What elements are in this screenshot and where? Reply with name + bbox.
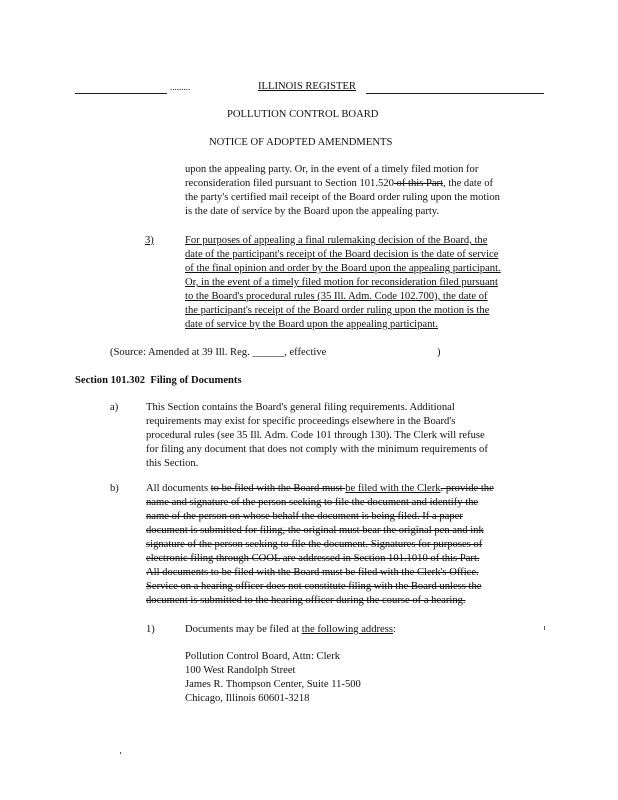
scan-speck [120,752,121,754]
section-number: Section 101.302 [75,375,146,386]
address-line-4: Chicago, Illinois 60601-3218 [185,693,310,704]
sub-b-struck-line-6: All documents to be filed with the Board must be filed with the Clerk's Office. [146,567,479,578]
para-cont-struck: of this Part [393,178,444,189]
sub-b-inserted: be filed with the Clerk [345,483,441,494]
board-title: POLLUTION CONTROL BOARD [227,109,379,120]
item-1-text-a: Documents may be filed at [185,624,302,635]
sub-a-line-3: procedural rules (see 35 Ill. Adm. Code 101 through 130). The Clerk will refuse [146,430,485,441]
sub-b-label: b) [110,483,119,494]
sub-b-struck-line-5: electronic filing through COOL are addressed in Section 101.1010 of this Part. [146,553,480,564]
source-text-b: , effective [284,347,327,358]
item-3-line-3: of the final opinion and order by the Board upon the appealing participant. [185,263,501,274]
sub-b-line-1a: All documents [146,483,211,494]
sub-a-line-2: requirements may exist for specific proceedings elsewhere in the Board's [146,416,456,427]
item-3-line-4: Or, in the event of a timely filed motion for reconsideration filed pursuant [185,277,498,288]
address-line-3: James R. Thompson Center, Suite 11-500 [185,679,361,690]
item-3-line-6: the participant's receipt of the Board order ruling upon the motion is the [185,305,490,316]
para-cont-line-2 [185,178,493,190]
section-title: Filing of Documents [150,375,242,386]
address-line-2: 100 West Randolph Street [185,665,296,676]
source-blank: ______ [252,347,285,358]
source-text-a: (Source: Amended at 39 Ill. Reg. [110,347,253,358]
para-cont-line-2a: reconsideration filed pursuant to Section 101.520 [185,178,394,189]
item-3-line-7: date of service by the Board upon the appealing participant. [185,319,438,330]
sub-b-struck-line-1: name and signature of the person seeking to file the document and identify the [146,497,479,508]
address-line-1: Pollution Control Board, Attn: Clerk [185,651,341,662]
sub-a-label: a) [110,402,119,413]
item-3-line-5: to the Board's procedural rules (35 Ill. Adm. Code 102.700), the date of [185,291,488,302]
sub-a-line-5: this Section. [146,458,199,469]
item-1-text [185,624,396,636]
sub-b-line-1 [146,483,494,495]
para-cont-line-1: upon the appealing party. Or, in the event of a timely filed motion for [185,164,479,175]
notice-title: NOTICE OF ADOPTED AMENDMENTS [209,137,393,148]
source-note [110,347,326,359]
item-1-text-c: : [393,624,396,635]
sub-b-struck-1: to be filed with the Board must [210,483,346,494]
margin-mark [544,626,545,630]
header-left-dash: ......... [170,82,191,92]
sub-b-struck-line-8: document is submitted to the hearing officer during the course of a hearing. [146,595,466,606]
item-3-number: 3) [145,235,154,246]
sub-b-struck-line-2: name of the person on whose behalf the document is being filed. If a paper [146,511,463,522]
source-close-paren: ) [437,347,441,358]
para-cont-line-2c: , the date of [443,178,494,189]
item-3-line-1: For purposes of appealing a final rulemaking decision of the Board, the [185,235,488,246]
item-3-line-2: date of the participant's receipt of the Board decision is the date of service [185,249,499,260]
item-1-number: 1) [146,624,155,635]
sub-b-struck-2: . provide the [440,483,494,494]
sub-a-line-1: This Section contains the Board's general filing requirements. Additional [146,402,455,413]
sub-b-struck-line-4: signature of the person seeking to file the document. Signatures for purposes of [146,539,483,550]
section-heading [75,375,242,387]
header-left-rule [75,93,167,94]
para-cont-line-4: is the date of service by the Board upon the appealing party. [185,206,440,217]
item-1-inserted: the following address [301,624,394,635]
sub-b-struck-line-3: document is submitted for filing, the original must bear the original pen and ink [146,525,484,536]
para-cont-line-3: the party's certified mail receipt of the Board order ruling upon the motion [185,192,500,203]
register-title: ILLINOIS REGISTER [258,81,356,92]
sub-a-line-4: for filing any document that does not comply with the minimum requirements of [146,444,488,455]
header-right-rule [366,93,544,94]
sub-b-struck-line-7: Service on a hearing officer does not constitute filing with the Board unless the [146,581,482,592]
